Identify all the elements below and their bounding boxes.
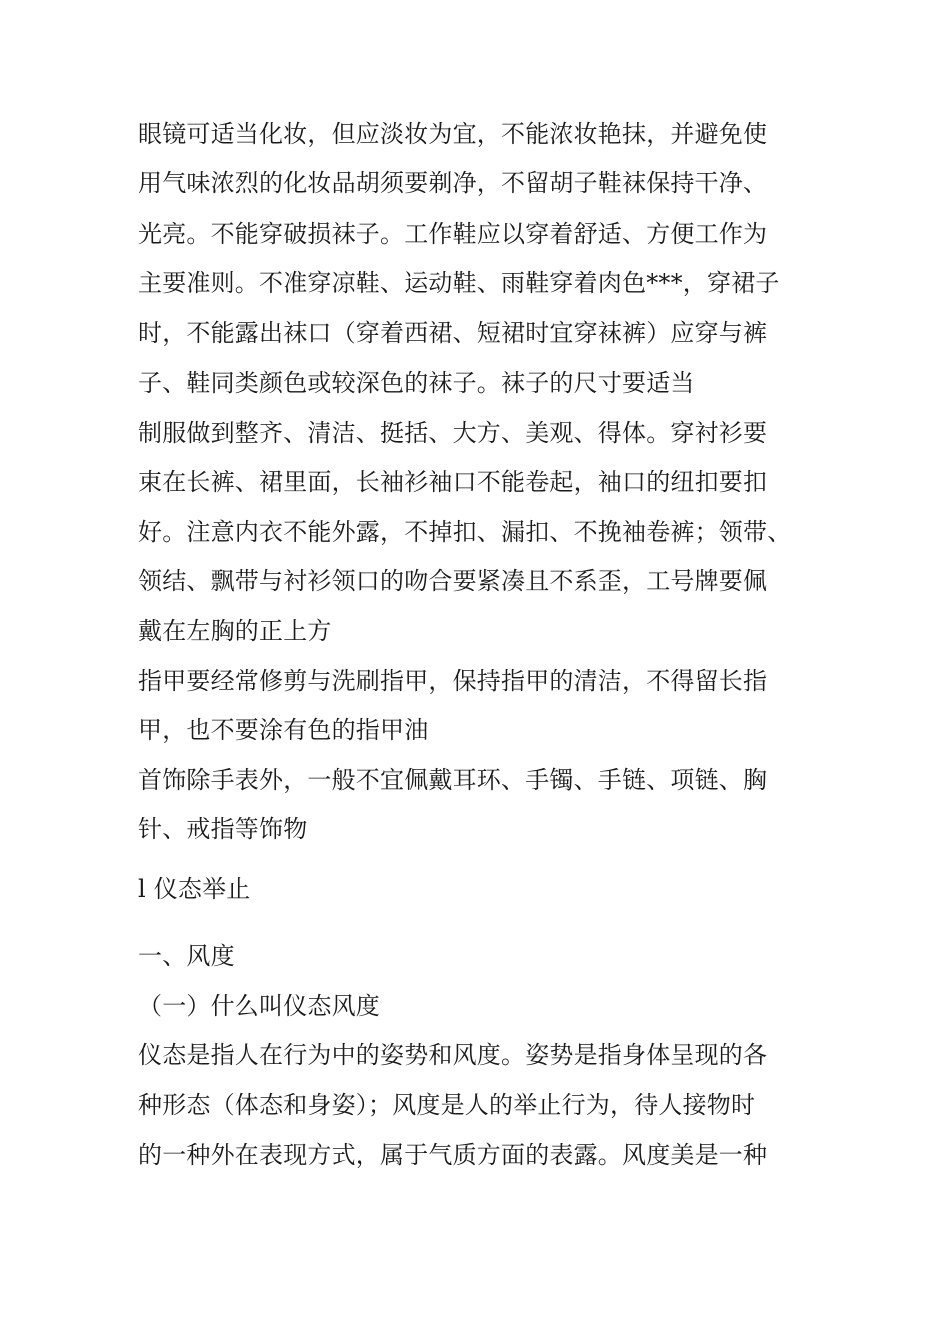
text-line: 种形态（体态和身姿）；风度是人的举止行为，待人接物时 [138,1091,756,1119]
text-line: 针、戒指等饰物 [138,815,308,843]
text-line: 甲，也不要涂有色的指甲油 [138,716,429,744]
section-heading: l 仪态举止 [138,875,251,903]
text-line: 戴在左胸的正上方 [138,617,332,645]
text-line: 眼镜可适当化妆，但应淡妆为宜，不能浓妆艳抹，并避免使 [138,120,768,148]
text-line: 用气味浓烈的化妆品胡须要剃净，不留胡子鞋袜保持干净、 [138,169,768,197]
text-line: 主要准则。不准穿凉鞋、运动鞋、雨鞋穿着肉色***，穿裙子 [138,269,780,297]
text-line: 束在长裤、裙里面，长袖衫袖口不能卷起，袖口的纽扣要扣 [138,468,768,496]
text-line: 光亮。不能穿破损袜子。工作鞋应以穿着舒适、方便工作为 [138,220,768,248]
text-line: 指甲要经常修剪与洗刷指甲，保持指甲的清洁，不得留长指 [138,667,768,695]
text-line: 时，不能露出袜口（穿着西裙、短裙时宜穿袜裤）应穿与裤 [138,319,768,347]
text-line: 子、鞋同类颜色或较深色的袜子。袜子的尺寸要适当 [138,369,695,397]
text-line: 制服做到整齐、清洁、挺括、大方、美观、得体。穿衬衫要 [138,419,768,447]
subsection-heading: （一）什么叫仪态风度 [138,992,380,1020]
text-line: 领结、飘带与衬衫领口的吻合要紧凑且不系歪，工号牌要佩 [138,567,768,595]
text-line: 首饰除手表外，一般不宜佩戴耳环、手镯、手链、项链、胸 [138,766,768,794]
text-line: 好。注意内衣不能外露，不掉扣、漏扣、不挽袖卷裤；领带、 [138,518,792,546]
text-line: 仪态是指人在行为中的姿势和风度。姿势是指身体呈现的各 [138,1041,768,1069]
text-line: 的一种外在表现方式，属于气质方面的表露。风度美是一种 [138,1141,768,1169]
section-heading: 一、风度 [138,942,235,970]
